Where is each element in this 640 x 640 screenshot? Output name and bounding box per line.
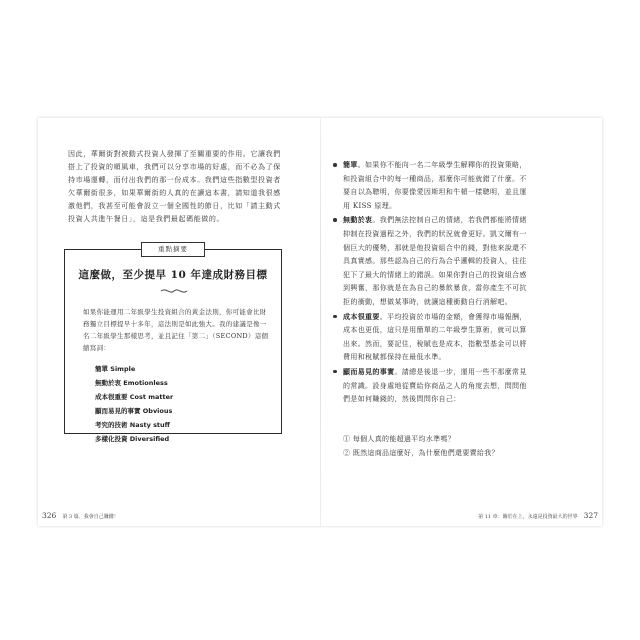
bullet-icon (333, 370, 337, 374)
left-page (38, 118, 320, 526)
item-text: 。請總是後退一步，運用一些不那麼常見的常識。設身處地從賣給你商品之人的角度去想，問問他們是如何賺錢的，然後問問你自己： (343, 367, 527, 404)
list-item (333, 310, 533, 365)
item-heading: 簡單 (343, 160, 358, 169)
summary-text: 如果你能運用二年級學生投資組合的黃金法則，你可能會比財務獨立目標提早十多年，這法則是如此強大。我的建議是像一名二年級學生那樣思考，並且記住「第二」（SECOND）這個縮寫詞： (83, 308, 269, 352)
bullet-icon (333, 315, 337, 319)
bullet-icon (333, 218, 337, 222)
item-text: 。我們無法控制自己的情緒，若我們都能將情緒抑制在投資過程之外，我們的狀況就會更好。凱文爾有一個巨大的優勢，那就是他投資組合中的錢，對他來說還不具真實感。那些認為自己的行為合乎邏輯的投資人，往往犯下了最大的情緒上的錯誤。如果你對自己的投資組合感到興奮，那你就是在為自己的暴飲暴食，當你產生不可抗拒的衝動，想做某事時，就讓這種衝動自行消解吧。 (343, 216, 527, 306)
item-heading: 無動於衷 (343, 215, 373, 225)
running-head: 第 3 篇．我會自己賺錢！ (62, 514, 119, 520)
acronym-list (95, 362, 265, 446)
left-footer (42, 511, 125, 520)
ornament-icon (159, 286, 189, 296)
summary-label: 重點摘要 (141, 242, 205, 257)
item-heading: 顯而易見的事實 (343, 366, 395, 376)
acronym-item: 考究的技術 Nasty stuff (95, 421, 170, 429)
question-item: ① 每個人真的能超過平均水準嗎？ (343, 435, 456, 443)
acronym-item: 無動於衷 Emotionless (95, 379, 168, 387)
list-item (333, 158, 533, 213)
book-spread (38, 118, 602, 526)
acronym-item: 簡單 Simple (95, 365, 136, 373)
summary-title: 這麼做，至少提早 10 年達成財務目標 (78, 269, 268, 281)
acronym-item: 顯而易見的事實 Obvious (95, 407, 173, 415)
right-footer (472, 511, 598, 520)
acronym-item: 成本很重要 Cost matter (95, 393, 174, 401)
item-text: 。平均投資於市場的金額，會獲得市場報酬，成本也更低，這只是用簡單的二年級學生算術，就可以算出來。然而，要記住，稅賦也是成本，指數型基金可以將費用和稅賦都保持在最低水準。 (343, 312, 527, 362)
page-number: 326 (42, 511, 57, 520)
item-text: 。如果你不能向一名二年級學生解釋你的投資策略，和投資組合中的每一種商品，那麼你可能就錯了什麼。不要自以為聰明，你要像愛因斯坦和牛頓一樣聰明，並且運用 KISS 原理。 (343, 161, 527, 210)
acronym-item: 多樣化投資 Diversified (95, 435, 170, 443)
page-number: 327 (583, 511, 598, 520)
intro-paragraph: 因此，華爾街對被動式投資人發揮了至關重要的作用。它讓我們搭上了投資的順風車，我們可以分享市場的好處，而不必為了保持市場運轉，而付出我們的那一份成本。我們這些指數型投資者欠華爾街很多，如果華爾街的人真的在讀這本書，請知道我很感激他們，我甚至可能會設立一個全國性的節日，比如「請主動式投資人共進午餐日」，這是我們最起碼能做的。 (68, 150, 281, 223)
right-page (321, 118, 602, 526)
running-head: 第 11 章：關於在上，永遠是投資最大的世界 (478, 514, 578, 520)
bullet-icon (333, 163, 337, 167)
list-item (333, 365, 533, 407)
item-heading: 成本很重要 (343, 311, 380, 321)
principle-list (333, 158, 533, 407)
list-item (333, 213, 533, 309)
question-item: ② 既然這商品這麼好，為什麼他們還要賣給我？ (343, 449, 499, 457)
question-list (343, 432, 543, 460)
summary-box (64, 249, 282, 443)
